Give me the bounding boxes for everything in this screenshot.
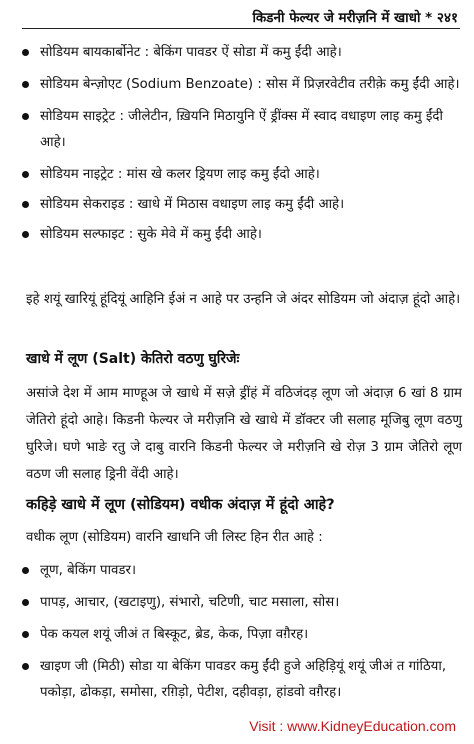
- bullet-icon: [22, 81, 29, 88]
- list-item: खाइण जी (मिठी) सोडा या बेकिंग पावडर कमु ईंदी हुजे अहिड़ियूं शयूं जीअं त गांठिया, पकोड़ा, ढोकड़ा, समोसा, रग़िड़ो, पेटीश, दहीवड़ा, हांडवो वग़ैरह।: [20, 654, 462, 706]
- list-item: पेक कयल शयूं जीअं त बिस्कूट, ब्रेड, केक, पिज़ा वग़ैरह।: [20, 622, 462, 648]
- section-heading-salt: खाधे में लूण (Salt) केतिरो वठणु घुरिजेः: [26, 351, 240, 367]
- bullet-icon: [22, 631, 29, 638]
- section-heading-high-sodium: कहिड़े खाधे में लूण (सोडियम) वधीक अंदाज़ में हूंदो आहे?: [26, 497, 335, 513]
- bullet-icon: [22, 171, 29, 178]
- running-title: किडनी फेल्यर जे मरीज़नि में खाधो * २४१: [252, 10, 458, 26]
- high-sodium-foods-list: [20, 558, 462, 706]
- paragraph-note: इहे शयूं खारियूं हूंदियूं आहिनि ईअं न आहे पर उन्हनि जे अंदर सोडियम जो अंदाज़ हूंदो आहे।: [26, 292, 461, 307]
- list-item: सोडियम सल्फाइट : सुके मेवे में कमु ईंदी आहे।: [20, 222, 462, 248]
- bullet-icon: [22, 49, 29, 56]
- sodium-additives-list: [20, 40, 462, 248]
- paragraph-list-intro: वधीक लूण (सोडियम) वारनि खाधनि जी लिस्ट हिन रीत आहे :: [26, 530, 323, 545]
- list-item: सोडियम बेन्ज़ोएट (Sodium Benzoate) : सोस में प्रिज़रवेटीव तरीक़े कमु ईंदी आहे।: [20, 72, 462, 98]
- list-item: पापड़, आचार, (खटाइणु), संभारो, चटिणी, चाट मसाला, सोस।: [20, 590, 462, 616]
- footer-website: Visit : www.KidneyEducation.com: [249, 718, 456, 734]
- bullet-icon: [22, 231, 29, 238]
- list-item: लूण, बेकिंग पावडर।: [20, 558, 462, 584]
- list-item: सोडियम सेकराइड : खाधे में मिठास वधाइण लाइ कमु ईंदी आहे।: [20, 192, 462, 218]
- list-item: सोडियम साइट्रेट : जीलेटीन, ख़ियनि मिठायुनि ऐं ड्रींक्स में स्वाद वधाइण लाइ कमु ईंदी आहे।: [20, 104, 462, 156]
- bullet-icon: [22, 201, 29, 208]
- bullet-icon: [22, 599, 29, 606]
- running-header: [22, 6, 460, 29]
- list-item: सोडियम बायकार्बोनेट : बेकिंग पावडर ऐं सोडा में कमु ईंदी आहे।: [20, 40, 462, 66]
- bullet-icon: [22, 567, 29, 574]
- list-item: सोडियम नाइट्रेट : मांस खे कलर ड्रियण लाइ कमु ईंदो आहे।: [20, 162, 462, 188]
- bullet-icon: [22, 113, 29, 120]
- bullet-icon: [22, 663, 29, 670]
- paragraph-salt-intake: असांजे देश में आम माण्हूअ जे खाधे में सज़े ड्रींहं में वठिजंदड़ लूण जो अंदाज़ 6 खां 8 ग्राम जेतिरो हूंदो आहे। किडनी फेल्यर जे मरीज़नि खे खाधे में डॉक्टर जी सलाह मूजिबु लूण वठणु घुरिजे। घणे भाङे रतु जे दाबु वारनि किडनी फेल्यर जे मरीज़नि खे रोज़ 3 ग्राम जेतिरो लूण वठण जी सलाह ड्रिनी वेंदी आहे।: [26, 386, 462, 482]
